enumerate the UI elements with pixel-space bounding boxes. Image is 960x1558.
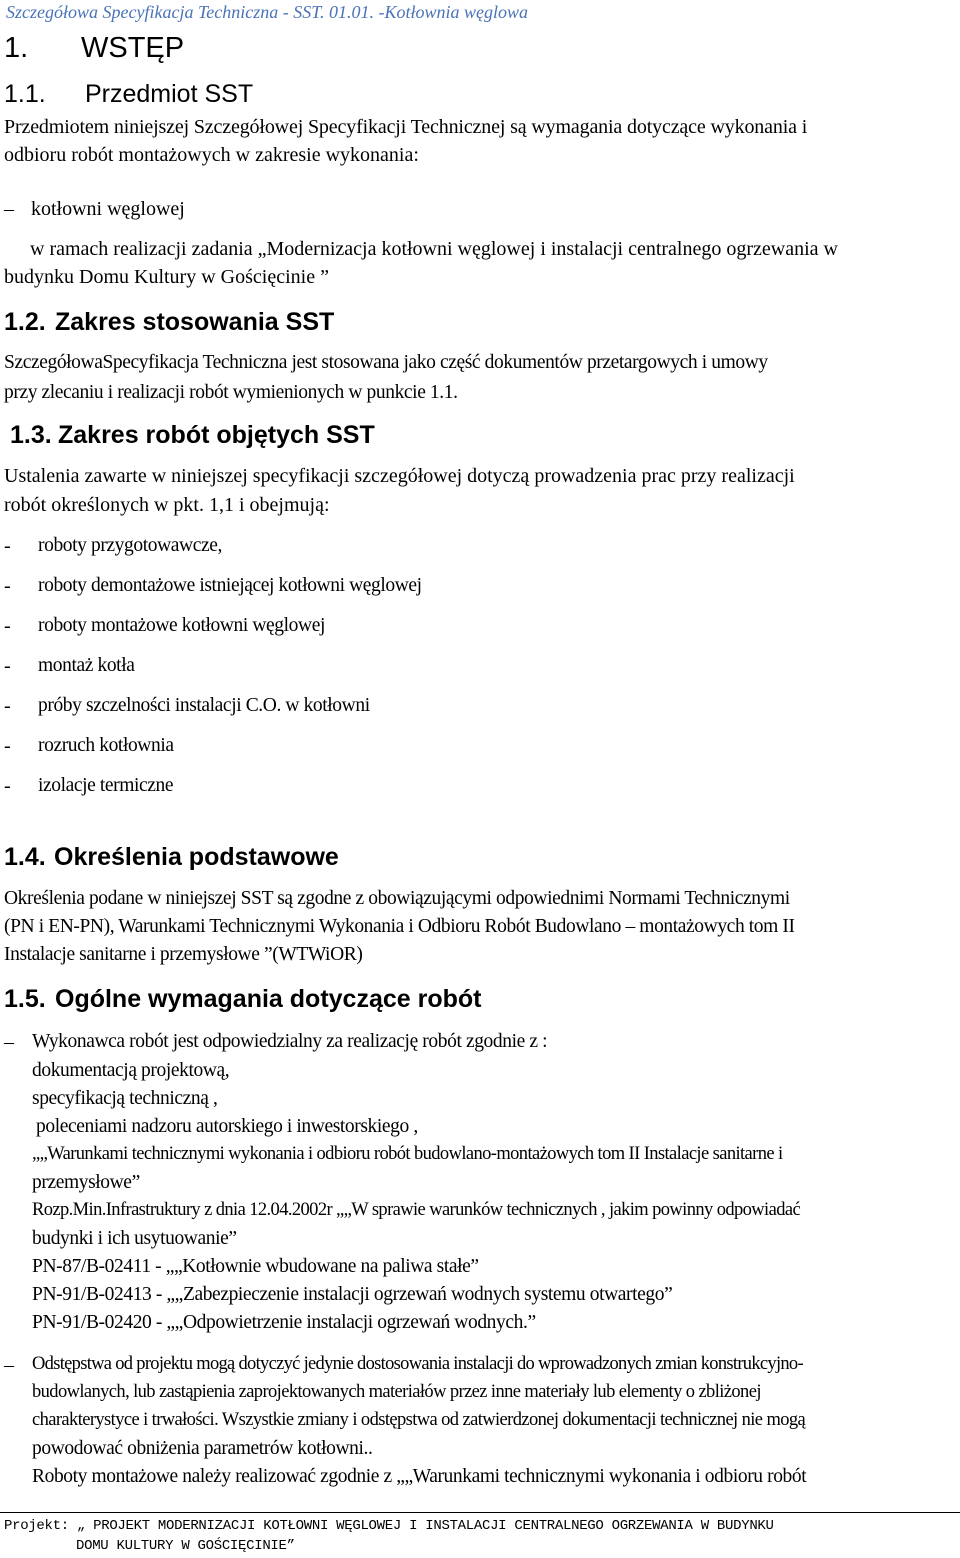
section-1-4-line-3: Instalacje sanitarne i przemysłowe ”(WTWiOR) xyxy=(4,944,363,965)
section-1-4-line-1: Określenia podane w niniejszej SST są zgodne z obowiązującymi odpowiednimi Normami Technicznymi xyxy=(4,888,790,909)
list-item: roboty montażowe kotłowni węglowej xyxy=(38,615,325,636)
footer-rule xyxy=(0,1512,960,1513)
requirements-line: budowlanych, lub zastąpienia zaprojektowanych materiałów przez inne materiały lub elementy o zbliżonej xyxy=(32,1382,761,1402)
section-1-1-title: Przedmiot SST xyxy=(85,80,254,108)
section-1-4-number: 1.4. xyxy=(4,843,46,871)
requirements-line: budynki i ich usytuowanie” xyxy=(32,1228,237,1249)
list-hyphen: - xyxy=(4,535,11,557)
section-1-2-title: Zakres stosowania SST xyxy=(55,308,335,336)
list-hyphen: - xyxy=(4,735,11,757)
list-hyphen: - xyxy=(4,775,11,797)
requirements-line: specyfikacją techniczną , xyxy=(32,1088,218,1109)
requirements-line: charakterystyce i trwałości. Wszystkie zmiany i odstępstwa od zatwierdzonej dokumentacji technicznej nie mogą xyxy=(32,1410,806,1430)
section-1-3-number: 1.3. xyxy=(10,421,52,449)
requirements-line: Roboty montażowe należy realizować zgodnie z „„Warunkami technicznymi wykonania i odbioru robót xyxy=(32,1466,807,1487)
list-item: roboty demontażowe istniejącej kotłowni węglowej xyxy=(38,575,422,596)
list-hyphen: - xyxy=(4,575,11,597)
list-hyphen: - xyxy=(4,655,11,677)
list-item: rozruch kotłownia xyxy=(38,735,174,756)
requirements-line: poleceniami nadzoru autorskiego i inwestorskiego , xyxy=(36,1116,418,1137)
list-item: izolacje termiczne xyxy=(38,775,174,796)
requirements-line: przemysłowe” xyxy=(32,1172,140,1193)
section-1-5-number: 1.5. xyxy=(4,985,46,1013)
running-header: Szczegółowa Specyfikacja Techniczna - SST. 01.01. -Kotłownia węglowa xyxy=(6,2,528,22)
requirements-line: PN-87/B-02411 - „„Kotłownie wbudowane na paliwa stałe” xyxy=(32,1256,479,1277)
list-item: próby szczelności instalacji C.O. w kotłowni xyxy=(38,695,370,716)
section-1-5-title: Ogólne wymagania dotyczące robót xyxy=(55,985,482,1013)
section-1-4-title: Określenia podstawowe xyxy=(54,843,339,871)
section-1-4-line-2: (PN i EN-PN), Warunkami Technicznymi Wykonania i Odbioru Robót Budowlano – montażowych tom II xyxy=(4,916,795,937)
requirements-line: PN-91/B-02413 - „„Zabezpieczenie instalacji ogrzewań wodnych systemu otwartego” xyxy=(32,1284,673,1305)
requirements-line: dokumentacją projektową, xyxy=(32,1060,230,1081)
dash-bullet: – xyxy=(4,1354,14,1376)
section-1-1-number: 1.1. xyxy=(4,80,46,108)
list-item: roboty przygotowawcze, xyxy=(38,535,222,556)
footer-project-line-1: Projekt: „ PROJEKT MODERNIZACJI KOTŁOWNI WĘGLOWEJ I INSTALACJI CENTRALNEGO OGRZEWANIA W BUDYNKU xyxy=(4,1518,774,1534)
dash-bullet: – xyxy=(4,198,14,220)
dash-bullet: – xyxy=(4,1031,14,1053)
requirements-line: Rozp.Min.Infrastruktury z dnia 12.04.2002r „„W sprawie warunków technicznych , jakim powinny odpowiadać xyxy=(32,1200,801,1220)
section-1-3-line-2: robót określonych w pkt. 1,1 i obejmują: xyxy=(4,494,330,516)
section-1-1-line-4: budynku Domu Kultury w Gościęcinie ” xyxy=(4,266,329,288)
list-hyphen: - xyxy=(4,695,11,717)
section-1-3-line-1: Ustalenia zawarte w niniejszej specyfikacji szczegółowej dotyczą prowadzenia prac przy realizacji xyxy=(4,465,795,487)
requirements-line: PN-91/B-02420 - „„Odpowietrzenie instalacji ogrzewań wodnych.” xyxy=(32,1312,536,1333)
section-1-2-line-1: SzczegółowaSpecyfikacja Techniczna jest stosowana jako część dokumentów przetargowych i umowy xyxy=(4,352,768,373)
list-hyphen: - xyxy=(4,615,11,637)
section-1-title: WSTĘP xyxy=(81,32,185,64)
section-1-1-item: kotłowni węglowej xyxy=(31,198,185,220)
section-1-1-line-1: Przedmiotem niniejszej Szczegółowej Specyfikacji Technicznej są wymagania dotyczące wykonania i xyxy=(4,116,808,138)
list-item: montaż kotła xyxy=(38,655,135,676)
requirements-line: „„Warunkami technicznymi wykonania i odbioru robót budowlano-montażowych tom II Instalacje sanitarne i xyxy=(32,1144,783,1164)
requirements-line: Wykonawca robót jest odpowiedzialny za realizację robót zgodnie z : xyxy=(32,1031,548,1052)
footer-project-line-2: DOMU KULTURY W GOŚCIĘCINIE” xyxy=(76,1538,295,1554)
section-1-3-title: Zakres robót objętych SST xyxy=(58,421,375,449)
section-1-2-line-2: przy zlecaniu i realizacji robót wymienionych w punkcie 1.1. xyxy=(4,382,458,403)
requirements-line: Odstępstwa od projektu mogą dotyczyć jedynie dostosowania instalacji do wprowadzonych zmian konstrukcyjno- xyxy=(32,1354,803,1374)
section-1-number: 1. xyxy=(4,32,29,64)
section-1-2-number: 1.2. xyxy=(4,308,46,336)
requirements-line: powodować obniżenia parametrów kotłowni.. xyxy=(32,1438,373,1459)
section-1-1-line-3: w ramach realizacji zadania „Modernizacja kotłowni węglowej i instalacji centralnego ogrzewania w xyxy=(30,238,838,260)
section-1-1-line-2: odbioru robót montażowych w zakresie wykonania: xyxy=(4,144,419,166)
